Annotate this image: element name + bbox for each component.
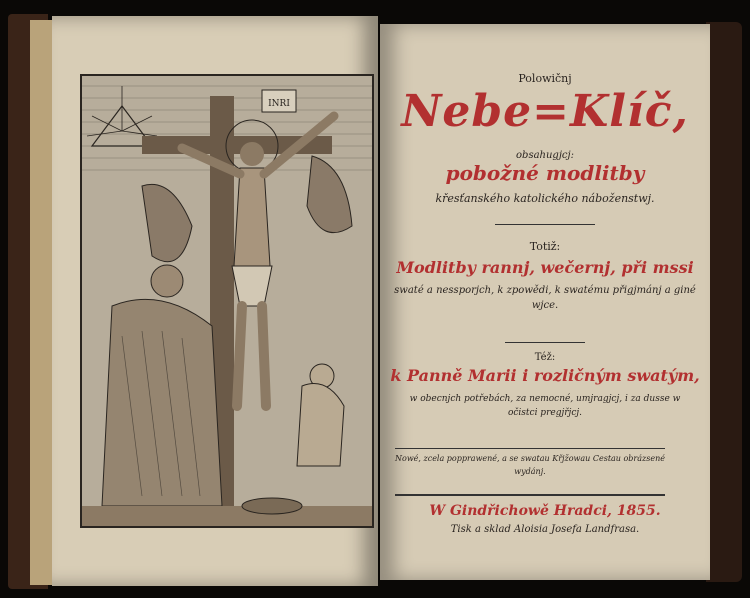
section-tez: Též: <box>534 352 556 363</box>
prayers-heading: Modlitby rannj, wečernj, při mssi <box>396 258 694 277</box>
page-edges <box>30 20 52 585</box>
imprint-place: W Gindřichowě Hradci, 1855. <box>429 503 661 519</box>
divider-rule <box>505 342 585 343</box>
section-totiz: Totiž: <box>529 240 561 253</box>
crucifixion-engraving <box>80 74 374 528</box>
main-title: Nebe=Klíč, <box>401 86 689 137</box>
divider-rule <box>495 224 595 225</box>
saints-heading: k Panně Marii i rozličným swatým, <box>390 366 700 385</box>
inri-plaque: INRI <box>268 99 290 109</box>
edition-note: Nowé, zcela popprawené, a se swatau Křjžowau Cestau obrázsené wydánj. <box>395 454 665 476</box>
divider-rule <box>395 494 665 496</box>
divider-rule <box>395 448 665 449</box>
title-line-1: Polowičnj <box>518 72 572 85</box>
imprint-printer: Tisk a sklad Aloisia Josefa Landfrasa. <box>450 524 640 535</box>
subtitle-catholic: křesťanského katolického náboženstwj. <box>435 192 655 205</box>
prayers-text: swaté a nessporjch, k zpowědi, k swatému přigjmánj a giné wjce. <box>394 285 696 311</box>
saints-text: w obecnjch potřebách, za nemocné, umjragjcj, i za dusse w očistci pregjřjcj. <box>409 394 681 418</box>
book-cover-right <box>706 22 742 582</box>
engraving-image <box>82 76 372 526</box>
subtitle-line: obsahugjcj: <box>516 150 574 161</box>
subtitle-red: pobožné modlitby <box>445 161 645 185</box>
